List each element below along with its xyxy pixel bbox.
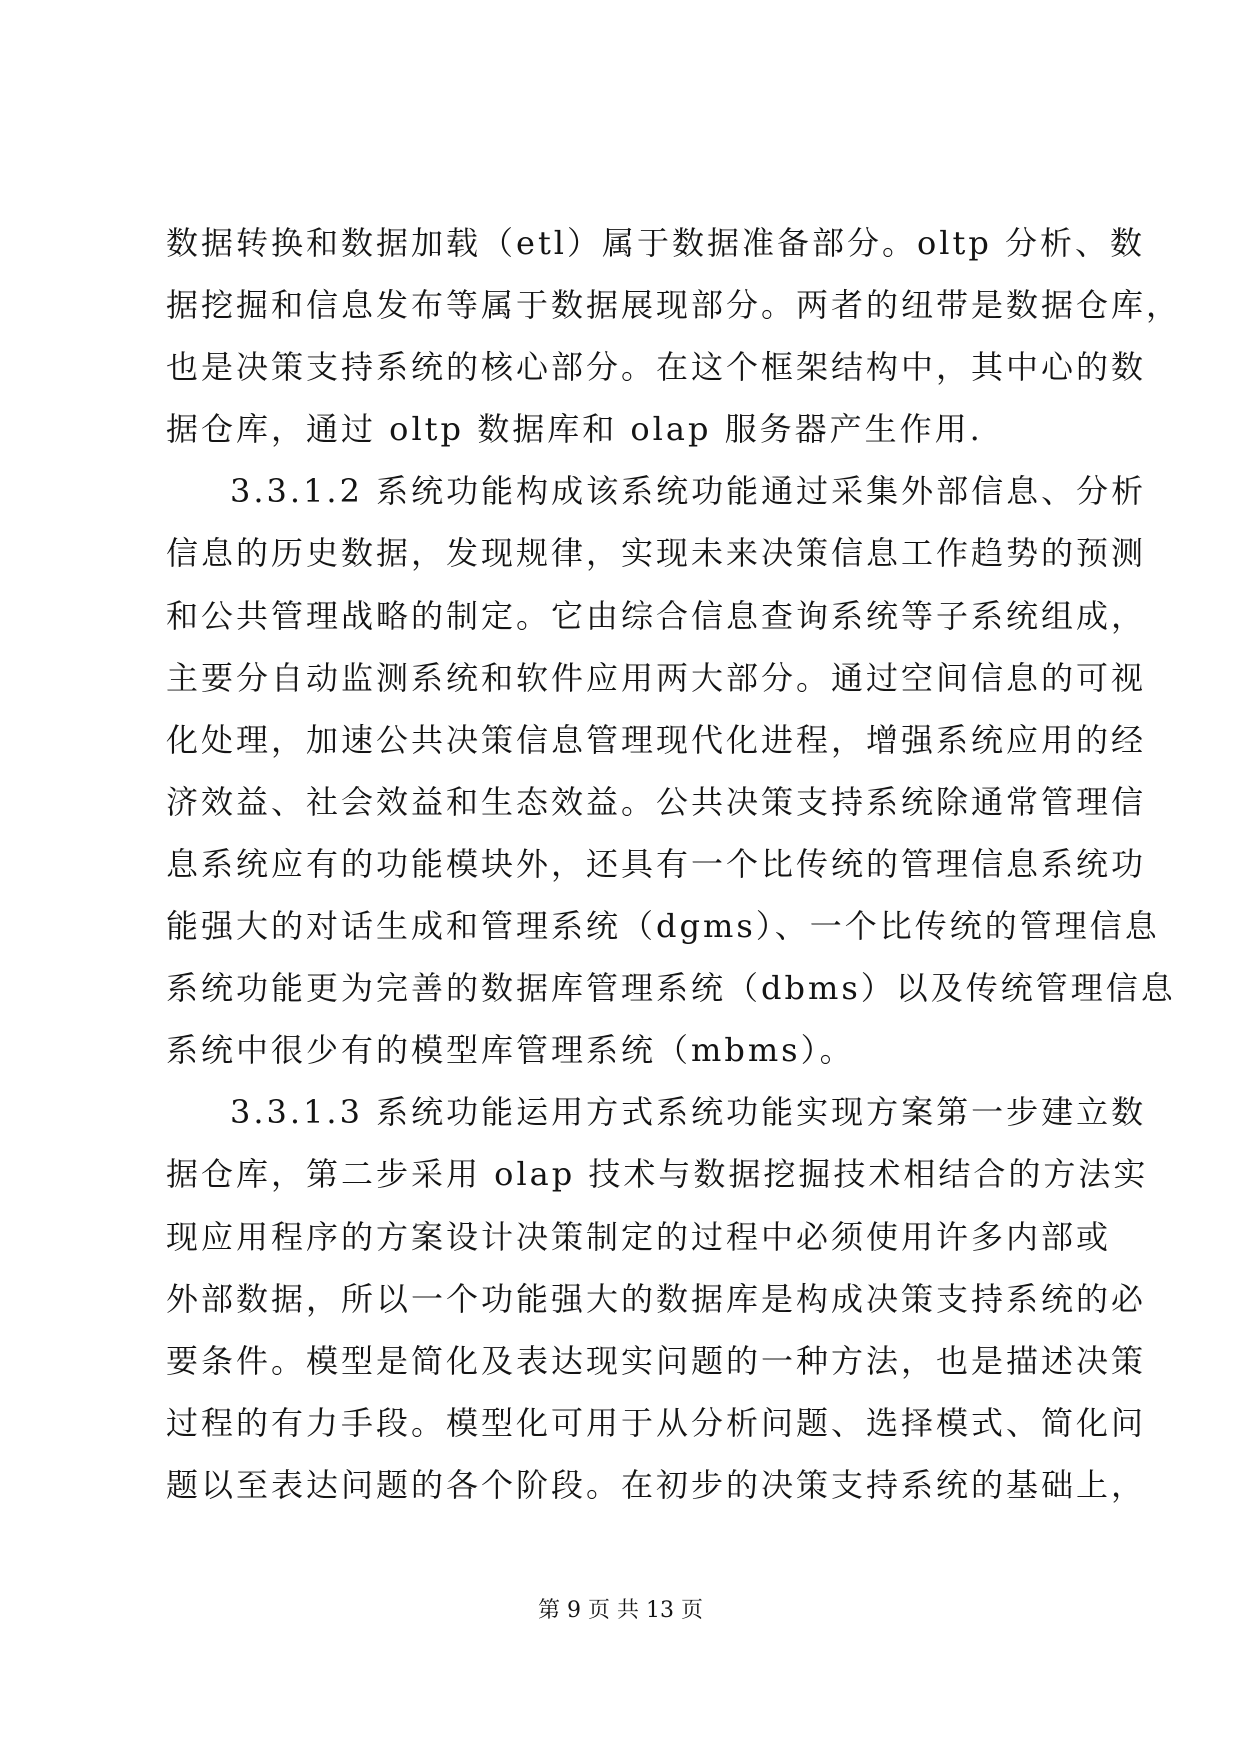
section-3-3-1-2-first-line: 3.3.1.2 系统功能构成该系统功能通过采集外部信息、分析 bbox=[230, 472, 1147, 511]
text-line: 和公共管理战略的制定。它由综合信息查询系统等子系统组成， bbox=[166, 596, 1147, 635]
page-number-footer: 第 9 页 共 13 页 bbox=[538, 1598, 703, 1623]
text-line: 现应用程序的方案设计决策制定的过程中必须使用许多内部或 bbox=[166, 1217, 1112, 1256]
text-line: 据挖掘和信息发布等属于数据展现部分。两者的纽带是数据仓库， bbox=[166, 286, 1182, 325]
text-line: 系统中很少有的模型库管理系统（mbms）。 bbox=[166, 1031, 855, 1070]
text-line: 信息的历史数据，发现规律，实现未来决策信息工作趋势的预测 bbox=[166, 534, 1147, 573]
text-line: 主要分自动监测系统和软件应用两大部分。通过空间信息的可视 bbox=[166, 658, 1147, 697]
text-line: 系统功能更为完善的数据库管理系统（dbms）以及传统管理信息 bbox=[166, 969, 1176, 1008]
text-line: 化处理，加速公共决策信息管理现代化进程，增强系统应用的经 bbox=[166, 720, 1147, 759]
text-line: 据仓库，第二步采用 olap 技术与数据挖掘技术相结合的方法实 bbox=[166, 1155, 1149, 1194]
text-line: 能强大的对话生成和管理系统（dgms）、一个比传统的管理信息 bbox=[166, 907, 1160, 946]
section-3-3-1-3-first-line: 3.3.1.3 系统功能运用方式系统功能实现方案第一步建立数 bbox=[230, 1093, 1147, 1132]
text-line: 济效益、社会效益和生态效益。公共决策支持系统除通常管理信 bbox=[166, 782, 1147, 821]
text-line: 题以至表达问题的各个阶段。在初步的决策支持系统的基础上， bbox=[166, 1465, 1147, 1504]
text-line: 据仓库，通过 oltp 数据库和 olap 服务器产生作用. bbox=[166, 410, 983, 449]
text-line: 数据转换和数据加载（etl）属于数据准备部分。oltp 分析、数 bbox=[166, 224, 1146, 262]
text-line: 过程的有力手段。模型化可用于从分析问题、选择模式、简化问 bbox=[166, 1403, 1147, 1442]
text-line: 也是决策支持系统的核心部分。在这个框架结构中，其中心的数 bbox=[166, 348, 1147, 387]
text-line: 要条件。模型是简化及表达现实问题的一种方法，也是描述决策 bbox=[166, 1341, 1147, 1380]
text-line: 外部数据，所以一个功能强大的数据库是构成决策支持系统的必 bbox=[166, 1279, 1147, 1318]
text-line: 息系统应有的功能模块外，还具有一个比传统的管理信息系统功 bbox=[166, 844, 1147, 883]
body-text bbox=[166, 212, 1182, 1516]
